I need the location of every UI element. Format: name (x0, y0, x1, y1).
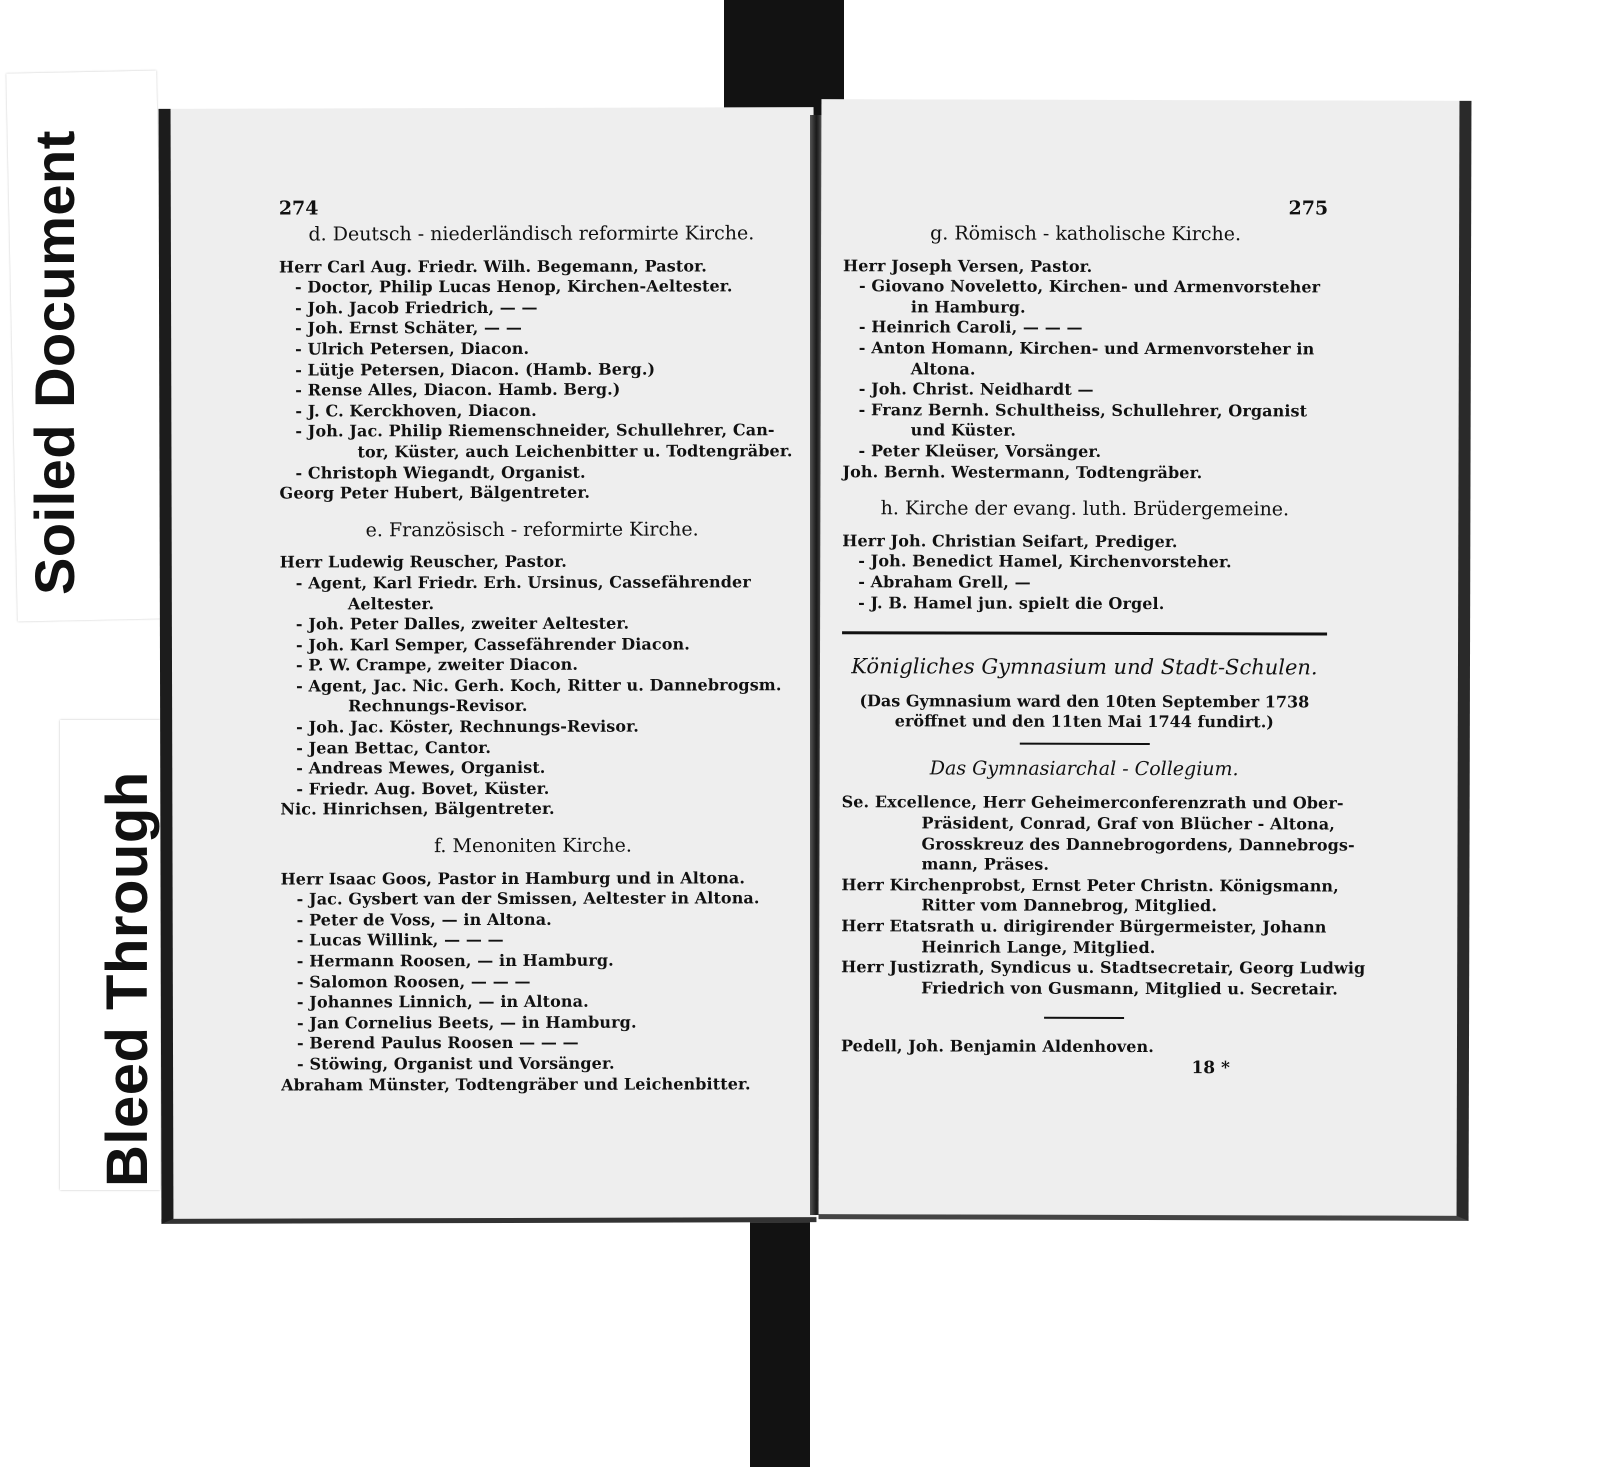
entry-line: Nic. Hinrichsen, Bälgentreter. (280, 799, 555, 819)
collegium-heading: Das Gymnasiarchal - Collegium. (929, 757, 1239, 781)
entry-line: und Küster. (910, 420, 1017, 441)
entry-line: Herr Joh. Christian Seifart, Prediger. (842, 530, 1178, 551)
pedell-line: Pedell, Joh. Benjamin Aldenhoven. (840, 1036, 1154, 1057)
entry-line: - P. W. Crampe, zweiter Diacon. (295, 655, 579, 675)
bleed-through-label: Bleed Through (95, 771, 160, 1187)
entry-line: Herr Kirchenprobst, Ernst Peter Christn. Königsmann, (841, 875, 1339, 896)
entry-line: - Salomon Roosen, — — — (296, 971, 531, 992)
entry-line: - Johannes Linnich, — in Altona. (296, 991, 589, 1012)
entry-line: mann, Präses. (921, 854, 1050, 874)
entry-line: Herr Justizrath, Syndicus u. Stadtsecretair, Georg Ludwig (841, 957, 1366, 978)
entry-line: Herr Isaac Goos, Pastor in Hamburg und in Altona. (280, 867, 746, 889)
page-number-right: 275 (1288, 197, 1329, 220)
entry-line: Rechnungs-Revisor. (348, 696, 528, 716)
right-page-content (840, 197, 1366, 1079)
entry-line: tor, Küster, auch Leichenbitter u. Todtengräber. (357, 441, 793, 462)
entry-line: Friedrich von Gusmann, Mitglied u. Secretair. (921, 978, 1338, 999)
entry-line: - Hermann Roosen, — in Hamburg. (296, 950, 614, 971)
entry-line: - Doctor, Philip Lucas Henop, Kirchen-Aeltester. (294, 276, 733, 297)
entry-line: - Anton Homann, Kirchen- und Armenvorsteher in (858, 338, 1315, 359)
entry-line: Herr Joseph Versen, Pastor. (843, 255, 1093, 276)
entry-line: Abraham Münster, Todtengräber und Leichenbitter. (281, 1073, 751, 1095)
entry-line: - Franz Bernh. Schultheiss, Schullehrer, Organist (858, 399, 1308, 421)
entry-line: - Peter de Voss, — in Altona. (296, 909, 552, 930)
entry-line: - Joh. Ernst Schäter, — — (295, 318, 522, 338)
entry-line: - Andreas Mewes, Organist. (296, 758, 546, 778)
entry-line: Ritter vom Dannebrog, Mitglied. (921, 895, 1218, 916)
entry-line: in Hamburg. (910, 297, 1026, 317)
entry-line: - J. C. Kerckhoven, Diacon. (295, 400, 537, 421)
section-heading-h: h. Kirche der evang. luth. Brüdergemeine. (880, 497, 1290, 521)
entry-line: - Abraham Grell, — (858, 572, 1031, 592)
entry-line: Präsident, Conrad, Graf von Blücher - Altona, (921, 813, 1335, 834)
entry-line: Altona. (910, 358, 976, 379)
entry-line: Herr Carl Aug. Friedr. Wilh. Begemann, Pastor. (278, 256, 707, 277)
section-heading-f: f. Menoniten Kirche. (434, 834, 632, 858)
entry-line: - Joh. Jacob Friedrich, — — (295, 297, 538, 318)
entry-line: Heinrich Lange, Mitglied. (921, 937, 1156, 957)
entry-line: Se. Excellence, Herr Geheimerconferenzrath und Ober- (841, 792, 1344, 813)
entry-line: - Ulrich Petersen, Diacon. (295, 338, 530, 359)
entry-line: - Joh. Karl Semper, Cassefährender Diacon. (295, 634, 690, 655)
entry-line: - Lütje Petersen, Diacon. (Hamb. Berg.) (295, 359, 656, 380)
gymnasium-title: Königliches Gymnasium und Stadt-Schulen. (851, 654, 1318, 680)
entry-line: - Lucas Willink, — — — (296, 930, 504, 950)
entry-line: - Jac. Gysbert van der Smissen, Aeltester in Altona. (296, 888, 760, 909)
entry-line: Georg Peter Hubert, Bälgentreter. (279, 482, 591, 503)
entry-line: - Peter Kleüser, Vorsänger. (858, 441, 1102, 461)
entry-line: - Jan Cornelius Beets, — in Hamburg. (296, 1012, 637, 1033)
entry-line: - Berend Paulus Roosen — — — (296, 1033, 579, 1053)
entry-line: - Giovano Noveletto, Kirchen- und Armenvorsteher (858, 276, 1321, 297)
dark-band-bottom (750, 1200, 810, 1467)
entry-line: - Friedr. Aug. Bovet, Küster. (296, 778, 550, 799)
entry-line: - Christoph Wiegandt, Organist. (295, 462, 586, 483)
section-heading-g: g. Römisch - katholische Kirche. (930, 222, 1242, 246)
right-page (819, 99, 1472, 1221)
entry-line: - Joh. Benedict Hamel, Kirchenvorsteher. (858, 551, 1232, 572)
left-page-content (278, 197, 793, 1095)
entry-line: Herr Etatsrath u. dirigirender Bürgermeister, Johann (841, 916, 1327, 937)
entry-line: Aeltester. (347, 593, 435, 613)
entry-line: - Jean Bettac, Cantor. (296, 737, 492, 758)
entry-line: Joh. Bernh. Westermann, Todtengräber. (842, 461, 1203, 482)
divider-rule (842, 631, 1327, 635)
soiled-document-label: Soiled Document (23, 130, 86, 595)
section-heading-e: e. Französisch - reformirte Kirche. (365, 518, 699, 542)
divider-rule-short (1019, 743, 1149, 745)
entry-line: - Agent, Jac. Nic. Gerh. Koch, Ritter u. Dannebrogsm. (296, 675, 782, 696)
entry-line: - Joh. Peter Dalles, zweiter Aeltester. (295, 613, 630, 634)
entry-line: Herr Ludewig Reuscher, Pastor. (279, 552, 567, 572)
gymnasium-note-line1: (Das Gymnasium ward den 10ten September 1738 (859, 690, 1310, 712)
entry-line: - Joh. Christ. Neidhardt — (858, 379, 1094, 400)
left-page (159, 107, 817, 1224)
page-number-left: 274 (278, 197, 319, 220)
entry-line: - J. B. Hamel jun. spielt die Orgel. (858, 592, 1165, 613)
entry-line: - Stöwing, Organist und Vorsänger. (297, 1053, 615, 1074)
entry-line: - Heinrich Caroli, — — — (858, 317, 1083, 338)
gymnasium-note-line2: eröffnet und den 11ten Mai 1744 fundirt.) (894, 711, 1274, 732)
entry-line: - Rense Alles, Diacon. Hamb. Berg.) (295, 379, 621, 400)
entry-line: - Joh. Jac. Philip Riemenschneider, Schullehrer, Can- (295, 420, 775, 441)
divider-rule-short (1044, 1017, 1124, 1019)
signature-mark: 18 * (1191, 1058, 1230, 1079)
entry-line: - Agent, Karl Friedr. Erh. Ursinus, Cassefährender (295, 572, 751, 593)
entry-line: - Joh. Jac. Köster, Rechnungs-Revisor. (296, 716, 639, 737)
section-heading-d: d. Deutsch - niederländisch reformirte Kirche. (308, 222, 755, 246)
entry-line: Grosskreuz des Dannebrogordens, Dannebrogs- (921, 834, 1355, 855)
